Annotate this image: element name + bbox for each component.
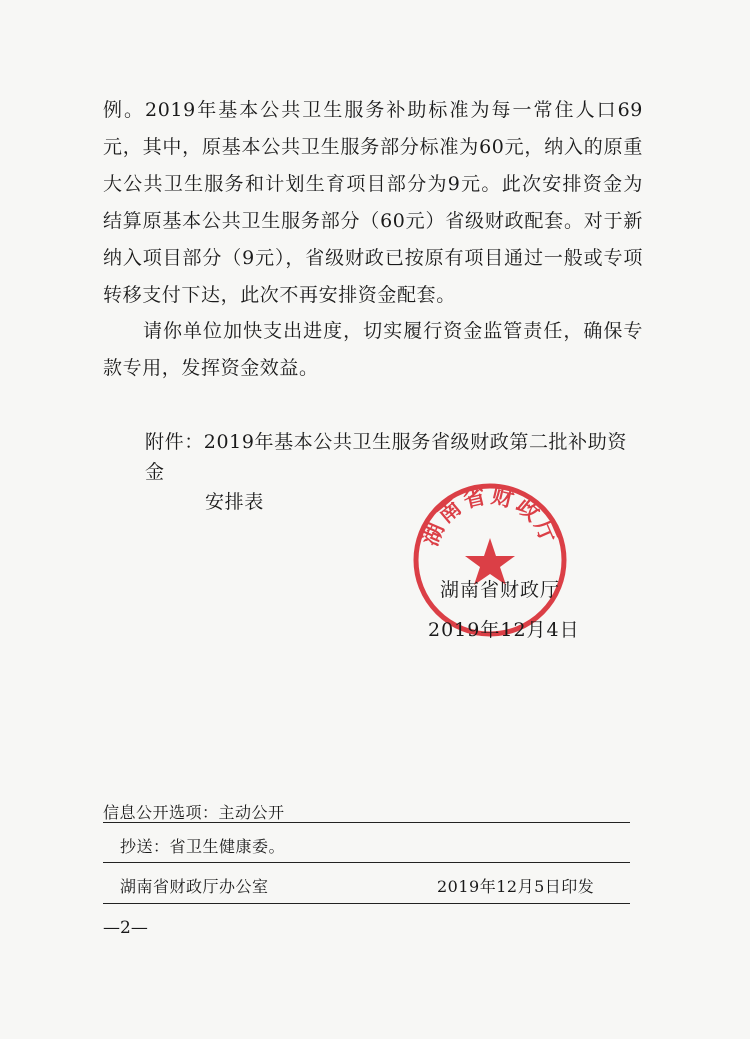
body-paragraph-2: 请你单位加快支出进度，切实履行资金监管责任，确保专款专用，发挥资金效益。: [103, 320, 643, 379]
seal-text: 湖南省财政厅: [418, 483, 562, 550]
cc-line: 抄送：省卫生健康委。: [120, 837, 286, 856]
divider-top: [103, 822, 630, 823]
signing-organization: 湖南省财政厅: [440, 579, 561, 601]
issuing-office: 湖南省财政厅办公室: [120, 877, 269, 896]
attachment-line-2: 安排表: [205, 491, 264, 513]
divider-bottom: [103, 903, 630, 904]
disclosure-option: 信息公开选项：主动公开: [103, 803, 285, 822]
signing-date: 2019年12月4日: [428, 619, 580, 641]
issue-date: 2019年12月5日印发: [437, 877, 595, 896]
divider-middle: [103, 862, 630, 863]
attachment-note: [145, 427, 645, 517]
body-paragraph-1: 例。2019年基本公共卫生服务补助标准为每一常住人口69元，其中，原基本公共卫生服务部分标准为60元，纳入的原重大公共卫生服务和计划生育项目部分为9元。此次安排资金为结算原基本公共卫生服务部分（60元）省级财政配套。对于新纳入项目部分（9元），省级财政已按原有项目通过一般或专项转移支付下达，此次不再安排资金配套。: [103, 99, 643, 306]
attachment-line-1: 附件：2019年基本公共卫生服务省级财政第二批补助资金: [145, 431, 627, 483]
page-number: —2—: [103, 918, 148, 938]
